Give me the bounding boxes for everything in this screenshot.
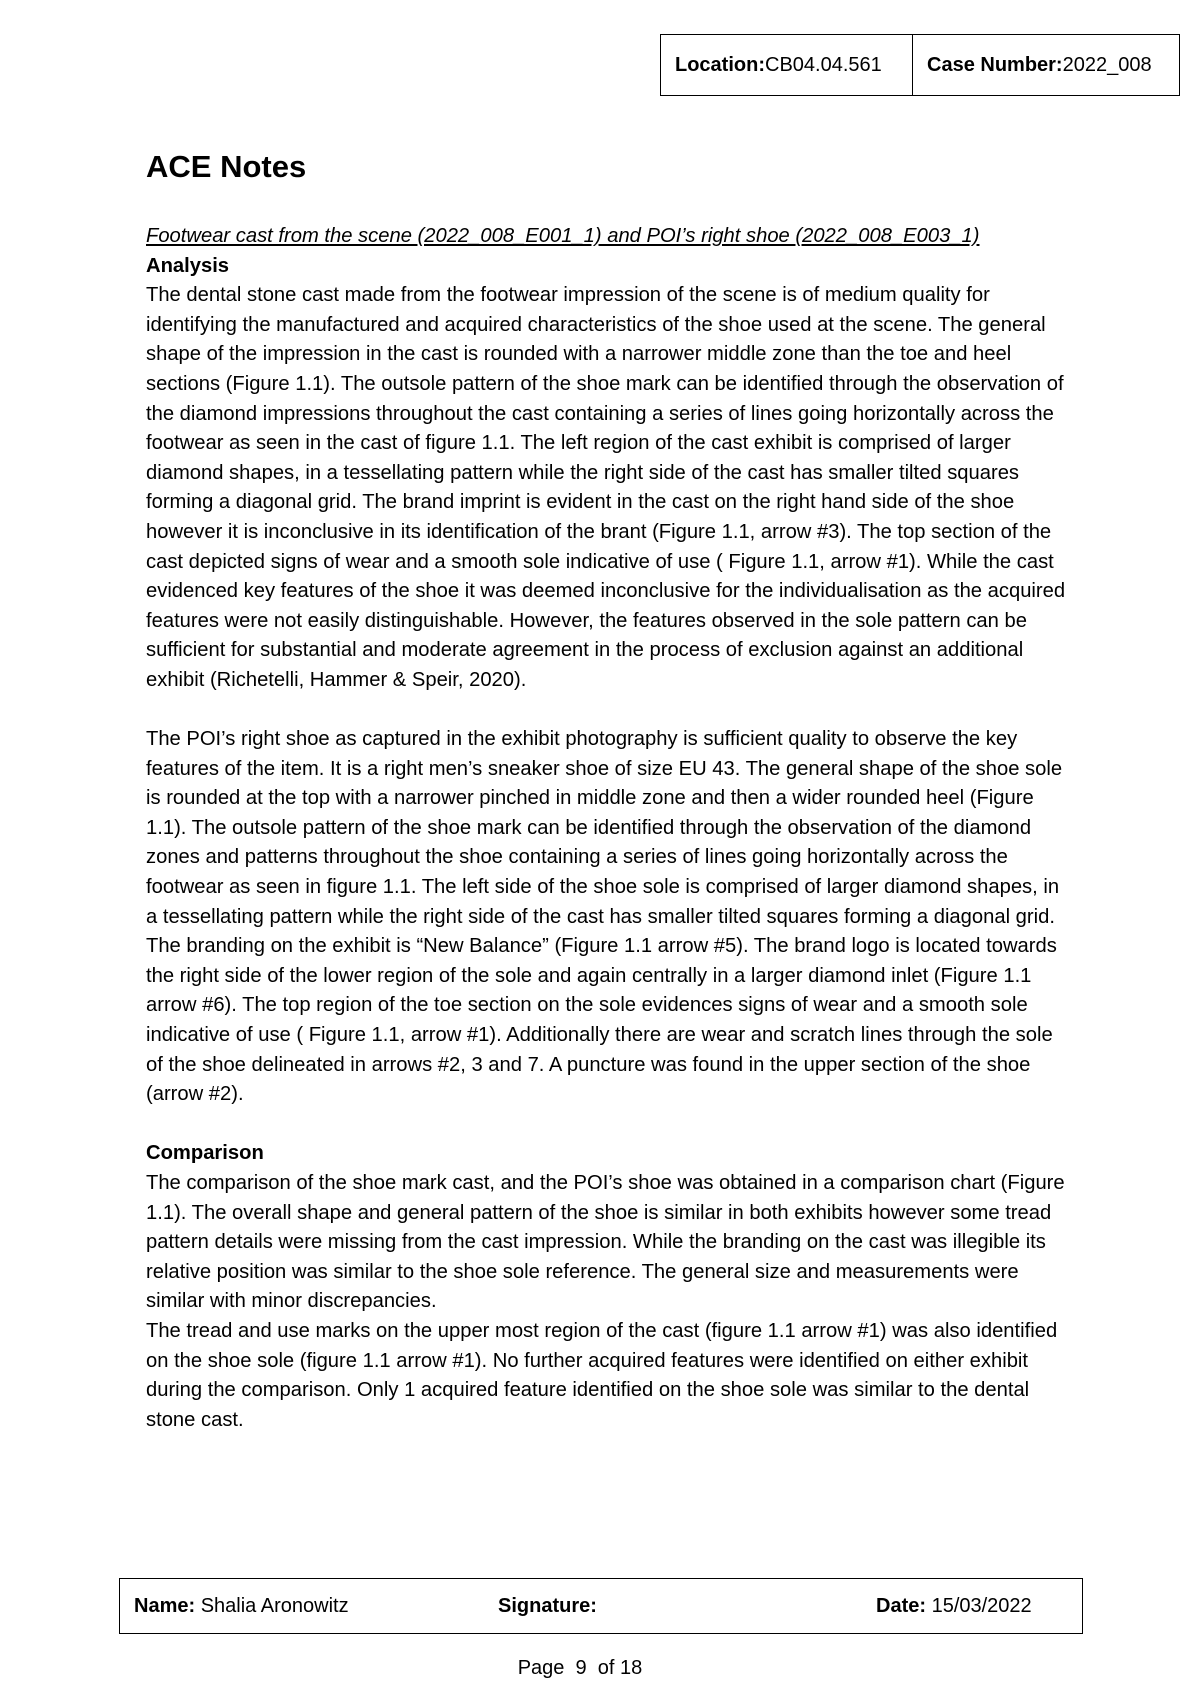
- signature-field: [498, 1579, 597, 1633]
- page-total: 18: [620, 1657, 643, 1679]
- location-value: CB04.04.561: [765, 53, 882, 76]
- name-value: Shalia Aronowitz: [200, 1594, 349, 1617]
- header-info-box: [660, 34, 1180, 96]
- page-of-label: of: [597, 1657, 615, 1679]
- page-number: [0, 1657, 1160, 1680]
- date-label: Date:: [876, 1594, 927, 1617]
- page-label: Page: [517, 1657, 565, 1679]
- location-label: Location:: [675, 53, 765, 76]
- section-subtitle: Footwear cast from the scene (2022_008_E001_1) and POI’s right shoe (2022_008_E003_1): [146, 225, 980, 247]
- paragraph-spacer: [146, 1110, 1066, 1140]
- analysis-paragraph-cast: The dental stone cast made from the footwear impression of the scene is of medium quality for identifying the manufactured and acquired characteristics of the shoe used at the scene. The general shape of the impression in the cast is rounded with a narrower middle zone than the toe and heel sections (Figure 1.1). The outsole pattern of the shoe mark can be identified through the observation of the diamond impressions throughout the cast containing a series of lines going horizontally across the footwear as seen in the cast of figure 1.1. The left region of the cast exhibit is comprised of larger diamond shapes, in a tessellating pattern while the right side of the cast has smaller tilted squares forming a diagonal grid. The brand imprint is evident in the cast on the right hand side of the shoe however it is inconclusive in its identification of the brant (Figure 1.1, arrow #3). The top section of the cast depicted signs of wear and a smooth sole indicative of use ( Figure 1.1, arrow #1). While the cast evidenced key features of the shoe it was deemed inconclusive for the individualisation as the acquired features were not easily distinguishable. However, the features observed in the sole pattern can be sufficient for substantial and moderate agreement in the process of exclusion against an additional exhibit (Richetelli, Hammer & Speir, 2020).: [146, 284, 1066, 691]
- comparison-paragraph-2: The tread and use marks on the upper most region of the cast (figure 1.1 arrow #1) was also identified on the shoe sole (figure 1.1 arrow #1). No further acquired features were identified on either exhibit during the comparison. Only 1 acquired feature identified on the shoe sole was similar to the dental stone cast.: [146, 1319, 1058, 1431]
- signoff-box: [119, 1578, 1083, 1634]
- case-number-cell: [913, 35, 1179, 95]
- date-value: 15/03/2022: [931, 1594, 1032, 1617]
- case-number-label: Case Number:: [927, 53, 1063, 76]
- location-cell: [661, 35, 913, 95]
- name-field: [134, 1579, 349, 1633]
- page-current: 9: [575, 1657, 587, 1679]
- date-field: [876, 1579, 1032, 1633]
- analysis-heading: Analysis: [146, 254, 230, 277]
- name-label: Name:: [134, 1594, 196, 1617]
- signature-label: Signature:: [498, 1594, 597, 1617]
- analysis-paragraph-shoe: The POI’s right shoe as captured in the exhibit photography is sufficient quality to observe the key features of the item. It is a right men’s sneaker shoe of size EU 43. The general shape of the shoe sole is rounded at the top with a narrower pinched in middle zone and then a wider rounded heel (Figure 1.1). The outsole pattern of the shoe mark can be identified through the observation of the diamond zones and patterns throughout the shoe containing a series of lines going horizontally across the footwear as seen in figure 1.1. The left side of the shoe sole is comprised of larger diamond shapes, in a tessellating pattern while the right side of the cast has smaller tilted squares forming a diagonal grid. The branding on the exhibit is “New Balance” (Figure 1.1 arrow #5). The brand logo is located towards the right side of the lower region of the sole and again centrally in a larger diamond inlet (Figure 1.1 arrow #6). The top region of the toe section on the sole evidences signs of wear and a smooth sole indicative of use ( Figure 1.1, arrow #1). Additionally there are wear and scratch lines through the sole of the shoe delineated in arrows #2, 3 and 7. A puncture was found in the upper section of the shoe (arrow #2).: [146, 728, 1063, 1106]
- comparison-paragraph-1: The comparison of the shoe mark cast, and the POI’s shoe was obtained in a comparison chart (Figure 1.1). The overall shape and general pattern of the shoe is similar in both exhibits however some tread pattern details were missing from the cast impression. While the branding on the cast was illegible its relative position was similar to the shoe sole reference. The general size and measurements were similar with minor discrepancies.: [146, 1172, 1065, 1313]
- page-title: ACE Notes: [146, 149, 307, 184]
- case-number-value: 2022_008: [1062, 53, 1152, 76]
- paragraph-spacer: [146, 696, 1066, 726]
- notes-body: [146, 222, 1066, 1435]
- comparison-heading: Comparison: [146, 1142, 264, 1165]
